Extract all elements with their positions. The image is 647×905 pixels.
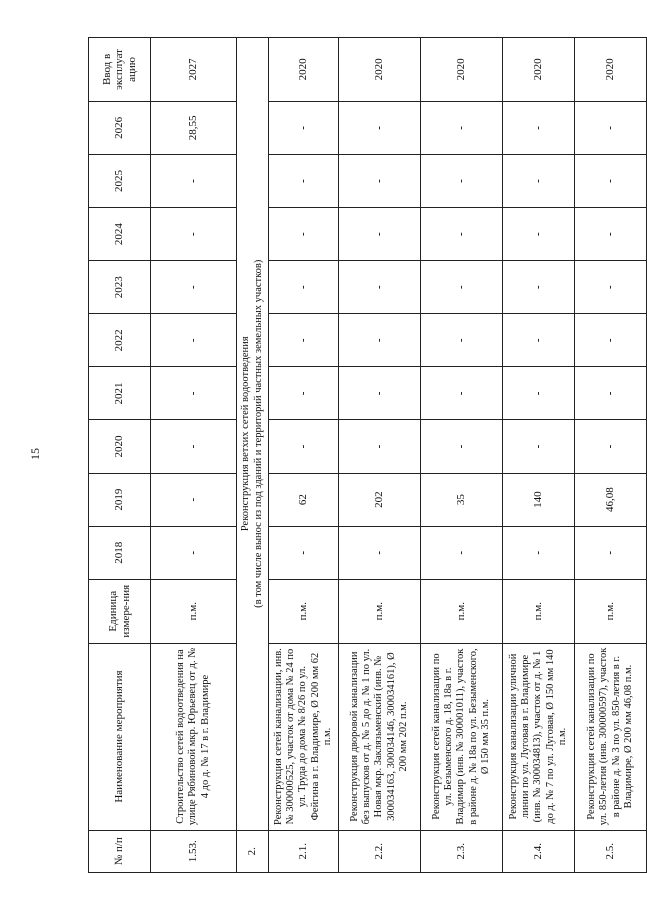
row-value: -: [421, 367, 503, 420]
table-row: [421, 38, 503, 873]
row-value: -: [339, 420, 421, 473]
row-value: -: [575, 208, 647, 261]
header-year: 2026: [89, 101, 151, 154]
section-subtitle: (в том числе вынос из под зданий и территорий частных земельных участков): [252, 259, 264, 608]
row-value: -: [503, 420, 575, 473]
row-value: -: [503, 154, 575, 207]
row-value: -: [421, 261, 503, 314]
row-unit: п.м.: [503, 579, 575, 643]
row-value: -: [339, 526, 421, 579]
row-value: -: [269, 314, 339, 367]
row-name: Реконструкция дворовой канализации без выпусков от д. № 5 до д. № 1 по ул. Новая мкр. Заклязьменский (инв. № 300034163, 300034146, 300034161), Ø 200 мм 202 п.м.: [339, 643, 421, 830]
row-value: -: [503, 261, 575, 314]
section-row: [237, 38, 269, 873]
row-value: -: [151, 526, 237, 579]
row-value: -: [151, 473, 237, 526]
row-value: -: [151, 420, 237, 473]
table-row: [339, 38, 421, 873]
section-title: Реконструкция ветхих сетей водоотведения: [239, 336, 251, 532]
row-commission: 2020: [269, 38, 339, 102]
header-unit: Единица измере-ния: [89, 579, 151, 643]
row-value: -: [151, 208, 237, 261]
header-year: 2022: [89, 314, 151, 367]
header-year: 2021: [89, 367, 151, 420]
row-value: -: [575, 420, 647, 473]
row-value: -: [151, 314, 237, 367]
header-year: 2023: [89, 261, 151, 314]
row-value: -: [503, 367, 575, 420]
row-commission: 2027: [151, 38, 237, 102]
row-unit: п.м.: [269, 579, 339, 643]
row-commission: 2020: [503, 38, 575, 102]
row-name: Реконструкция сетей канализации по ул. Безыменского д. 18, 18а в г. Владимир (инв. № 300001011), участок в районе д. № 18а по ул. Безыменского, Ø 150 мм 35 п.м.: [421, 643, 503, 830]
row-name: Реконструкция сетей канализации по ул. 850-летия (инв. 300000597), участок в районе д. № 3 по ул. 850-летия в г. Владимире, Ø 200 мм 46,08 п.м.: [575, 643, 647, 830]
row-value: -: [339, 314, 421, 367]
row-value: -: [421, 208, 503, 261]
row-num: 1.53.: [151, 830, 237, 872]
row-value: -: [339, 261, 421, 314]
row-unit: п.м.: [151, 579, 237, 643]
header-row: [89, 38, 151, 873]
row-value: -: [503, 314, 575, 367]
row-value: -: [503, 526, 575, 579]
row-commission: 2020: [339, 38, 421, 102]
row-value: -: [339, 367, 421, 420]
row-unit: п.м.: [339, 579, 421, 643]
row-value: -: [151, 367, 237, 420]
row-value: -: [575, 261, 647, 314]
row-value: -: [503, 208, 575, 261]
row-value: -: [339, 208, 421, 261]
rotated-table-wrapper: [88, 37, 634, 873]
row-value: -: [575, 101, 647, 154]
header-year: 2020: [89, 420, 151, 473]
table-sheet: [88, 37, 634, 873]
table-row: [269, 38, 339, 873]
header-year: 2019: [89, 473, 151, 526]
row-value: -: [575, 526, 647, 579]
row-num: 2.3.: [421, 830, 503, 872]
row-value: -: [421, 526, 503, 579]
row-num: 2.1.: [269, 830, 339, 872]
row-value: -: [421, 154, 503, 207]
row-unit: п.м.: [421, 579, 503, 643]
row-value: -: [421, 420, 503, 473]
header-year: 2024: [89, 208, 151, 261]
row-value: 28,55: [151, 101, 237, 154]
row-value: -: [269, 367, 339, 420]
row-value: -: [269, 420, 339, 473]
row-unit: п.м.: [575, 579, 647, 643]
row-value: -: [339, 101, 421, 154]
row-name: Реконструкция сетей канализации, инв. № 300000525, участок от дома № 24 по ул. Труда до дома № 8/26 по ул. Фейгина в г. Владимире, Ø 200 мм 62 п.м.: [269, 643, 339, 830]
table-row: [575, 38, 647, 873]
row-value: 46,08: [575, 473, 647, 526]
row-value: -: [421, 101, 503, 154]
row-value: -: [151, 261, 237, 314]
row-num: 2.2.: [339, 830, 421, 872]
section-num: 2.: [237, 830, 269, 872]
row-value: 62: [269, 473, 339, 526]
row-value: -: [269, 526, 339, 579]
row-name: Реконструкция канализации уличной линии по ул. Луговая в г. Владимире (инв. № 300034813), участок от д. № 1 до д. № 7 по ул. Луговая, Ø 150 мм 140 п.м.: [503, 643, 575, 830]
row-value: -: [575, 154, 647, 207]
row-value: 35: [421, 473, 503, 526]
row-value: -: [339, 154, 421, 207]
table-row: [151, 38, 237, 873]
header-num: № п/п: [89, 830, 151, 872]
row-value: -: [269, 208, 339, 261]
row-value: 202: [339, 473, 421, 526]
row-value: -: [151, 154, 237, 207]
row-value: -: [503, 101, 575, 154]
row-value: -: [575, 367, 647, 420]
row-commission: 2020: [575, 38, 647, 102]
row-num: 2.5.: [575, 830, 647, 872]
row-value: 140: [503, 473, 575, 526]
header-commission: Ввод в эксплуат ацию: [89, 38, 151, 102]
row-num: 2.4.: [503, 830, 575, 872]
row-commission: 2020: [421, 38, 503, 102]
row-value: -: [269, 261, 339, 314]
row-value: -: [575, 314, 647, 367]
header-name: Наименование мероприятия: [89, 643, 151, 830]
row-name: Строительство сетей водоотведения на улице Рябиновой мкр. Юрьевец от д. № 4 до д. № 17 в г. Владимире: [151, 643, 237, 830]
header-year: 2025: [89, 154, 151, 207]
row-value: -: [269, 154, 339, 207]
table-row: [503, 38, 575, 873]
measures-table: [88, 37, 647, 873]
header-year: 2018: [89, 526, 151, 579]
section-title-cell: [237, 38, 269, 831]
page-number: 15: [27, 448, 42, 460]
row-value: -: [421, 314, 503, 367]
row-value: -: [269, 101, 339, 154]
